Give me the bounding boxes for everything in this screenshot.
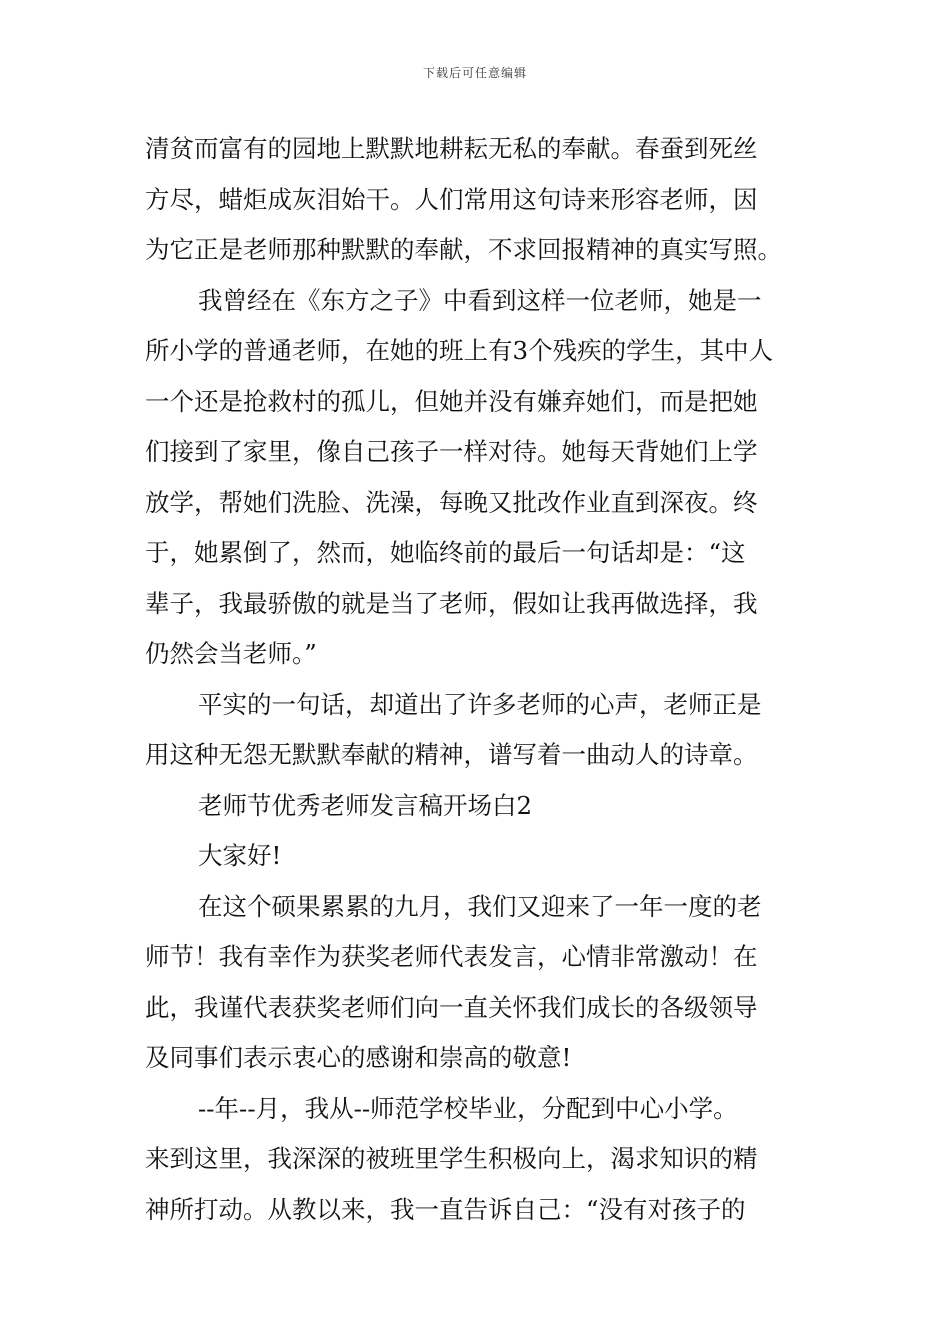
text-line: 一个还是抢救村的孤儿，但她并没有嫌弃她们，而是把她 bbox=[145, 386, 758, 416]
text-line: 仍然会当老师。” bbox=[145, 639, 317, 668]
text-line: 我曾经在《东方之子》中看到这样一位老师，她是一 bbox=[198, 285, 762, 315]
text-line: 放学，帮她们洗脸、洗澡，每晚又批改作业直到深夜。终 bbox=[145, 487, 758, 517]
text-line: 们接到了家里，像自己孩子一样对待。她每天背她们上学 bbox=[145, 437, 758, 466]
text-line: --年--月，我从--师范学校毕业，分配到中心小学。 bbox=[198, 1093, 738, 1123]
text-line: 及同事们表示衷心的感谢和崇高的敬意! bbox=[145, 1043, 572, 1072]
text-line: 用这种无怨无默默奉献的精神，谱写着一曲动人的诗章。 bbox=[145, 740, 758, 769]
text-line: 方尽，蜡炬成灰泪始干。人们常用这句诗来形容老师，因 bbox=[145, 184, 758, 214]
section-heading: 老师节优秀老师发言稿开场白2 bbox=[198, 790, 533, 820]
text-line: 所小学的普通老师，在她的班上有3个残疾的学生，其中人 bbox=[145, 336, 774, 365]
text-line: 清贫而富有的园地上默默地耕耘无私的奉献。春蚕到死丝 bbox=[145, 134, 758, 163]
document-body bbox=[145, 124, 807, 1235]
text-line: 师节！我有幸作为获奖老师代表发言，心情非常激动！在 bbox=[145, 942, 758, 971]
text-line: 神所打动。从教以来，我一直告诉自己：“没有对孩子的 bbox=[145, 1194, 746, 1224]
text-line: 来到这里，我深深的被班里学生积极向上，渴求知识的精 bbox=[145, 1144, 758, 1173]
text-line: 平实的一句话，却道出了许多老师的心声，老师正是 bbox=[198, 689, 762, 719]
page-header: 下载后可任意编辑 bbox=[422, 66, 527, 80]
text-line: 于，她累倒了，然而，她临终前的最后一句话却是：“这 bbox=[145, 538, 746, 567]
text-line: 辈子，我最骄傲的就是当了老师，假如让我再做选择，我 bbox=[145, 588, 758, 618]
text-line: 为它正是老师那种默默的奉献，不求回报精神的真实写照。 bbox=[145, 235, 782, 264]
text-line: 此，我谨代表获奖老师们向一直关怀我们成长的各级领导 bbox=[145, 992, 758, 1022]
text-line: 在这个硕果累累的九月，我们又迎来了一年一度的老 bbox=[198, 891, 762, 921]
greeting-line: 大家好! bbox=[198, 841, 282, 870]
